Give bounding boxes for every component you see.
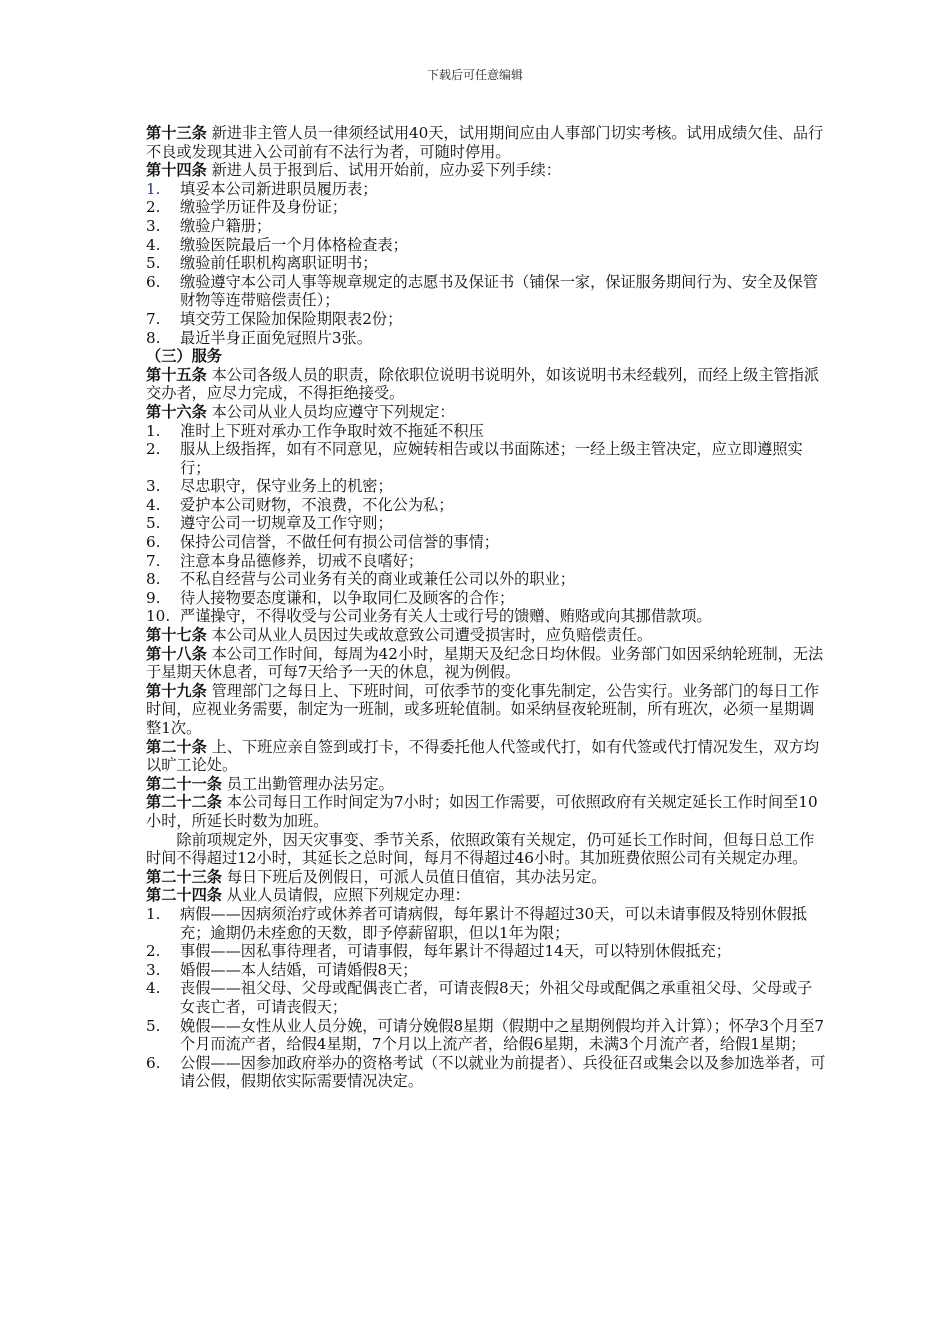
article-text: 员工出勤管理办法另定。: [221, 774, 394, 793]
list-text: 事假——因私事待理者，可请事假，每年累计不得超过14天，可以特别休假抵充；: [180, 942, 731, 961]
list-item: [146, 254, 826, 273]
list-number: 8.: [146, 328, 161, 347]
list-text: 缴验遵守本公司人事等规章规定的志愿书及保证书（铺保一家，保证服务期间行为、安全及保管财物等连带赔偿责任）；: [180, 272, 818, 310]
article-title: 第二十四条: [146, 886, 222, 905]
article-22: [146, 793, 826, 830]
list-text: 爱护本公司财物，不浪费，不化公为私；: [180, 495, 454, 514]
article-text: 新进人员于报到后、试用开始前，应办妥下列手续：: [206, 161, 561, 180]
list-item: [146, 477, 826, 496]
list-text: 最近半身正面免冠照片3张。: [180, 328, 372, 347]
list-text: 填妥本公司新进职员履历表；: [180, 179, 378, 198]
list-text: 服从上级指挥，如有不同意见，应婉转相告或以书面陈述；一经上级主管决定，应立即遵照实行；: [180, 440, 803, 477]
article-title: 第二十三条: [146, 867, 222, 886]
list-number: 4.: [146, 495, 161, 514]
article-21: [146, 775, 826, 794]
list-item: [146, 514, 826, 533]
list-number: 3.: [146, 477, 161, 496]
list-number: 5.: [146, 514, 161, 533]
article-text: 从业人员请假，应照下列规定办理：: [221, 886, 470, 905]
article-text: 管理部门之每日上、下班时间，可依季节的变化事先制定，公告实行。业务部门的每日工作时间，应视业务需要，制定为一班制，或多班轮值制。如采纳昼夜轮班制，所有班次，必须一星期调整1次。: [146, 681, 820, 737]
list-number: 7.: [146, 551, 161, 570]
list-text: 婚假——本人结婚，可请婚假8天；: [180, 960, 418, 979]
article-24: [146, 886, 826, 905]
list-number: 5.: [146, 1016, 161, 1035]
list-number: 10.: [146, 607, 171, 626]
list-item: [146, 533, 826, 552]
article-text: 本公司从业人员因过失或故意致公司遭受损害时，应负赔偿责任。: [206, 626, 653, 645]
article-title: 第十四条: [146, 161, 207, 180]
list-text: 保持公司信誉，不做任何有损公司信誉的事情；: [180, 533, 499, 552]
list-item: [146, 942, 826, 961]
page-header: 下载后可任意编辑: [426, 68, 523, 82]
list-number: 1.: [146, 421, 161, 440]
article-title: 第十五条: [146, 365, 207, 384]
list-text: 注意本身品德修养，切戒不良嗜好；: [180, 551, 423, 570]
list-text: 严谨操守，不得收受与公司业务有关人士或行号的馈赠、贿赂或向其挪借款项。: [180, 607, 712, 626]
list-item: [146, 329, 826, 348]
article-16: [146, 403, 826, 422]
list-item: [146, 236, 826, 255]
article-title: 第十九条: [146, 681, 207, 700]
list-item: [146, 1054, 826, 1091]
article-15: [146, 366, 826, 403]
list-text: 尽忠职守，保守业务上的机密；: [180, 477, 393, 496]
list-item: [146, 496, 826, 515]
list-text: 待人接物要态度谦和，以争取同仁及顾客的合作；: [180, 588, 515, 607]
list-number: 4.: [146, 979, 161, 998]
list-number: 9.: [146, 588, 161, 607]
list-number: 4.: [146, 235, 161, 254]
article-text: 上、下班应亲自签到或打卡，不得委托他人代签或代打，如有代签或代打情况发生，双方均以旷工论处。: [146, 737, 820, 775]
list-number: 8.: [146, 570, 161, 589]
list-text: 缴验前任职机构离职证明书；: [180, 254, 378, 273]
list-text: 缴验医院最后一个月体格检查表；: [180, 235, 408, 254]
article-text: 每日下班后及例假日，可派人员值日值宿，其办法另定。: [221, 867, 607, 886]
list-number: 3.: [146, 960, 161, 979]
list-number: 6.: [146, 533, 161, 552]
article-23: [146, 868, 826, 887]
article-24-list: [146, 905, 826, 1091]
article-19: [146, 682, 826, 738]
list-number: 6.: [146, 1053, 161, 1072]
list-item: [146, 180, 826, 199]
document-body: [146, 124, 826, 1091]
list-item: [146, 198, 826, 217]
article-title: 第十八条: [146, 644, 207, 663]
article-14: [146, 161, 826, 180]
list-item: [146, 217, 826, 236]
list-text: 填交劳工保险加保险期限表2份；: [180, 309, 403, 328]
article-text: 新进非主管人员一律须经试用40天，试用期间应由人事部门切实考核。试用成绩欠佳、品行不良或发现其进入公司前有不法行为者，可随时停用。: [146, 124, 824, 161]
list-number: 7.: [146, 309, 161, 328]
article-title: 第二十一条: [146, 774, 222, 793]
list-number: 1.: [146, 179, 161, 198]
list-number: 2.: [146, 198, 161, 217]
list-number: 5.: [146, 254, 161, 273]
article-title: 第十三条: [146, 124, 207, 142]
list-text: 遵守公司一切规章及工作守则；: [180, 514, 393, 533]
list-text: 病假——因病须治疗或休养者可请病假，每年累计不得超过30天，可以未请事假及特别休假抵充；逾期仍未痊愈的天数，即予停薪留职，但以1年为限；: [180, 904, 807, 942]
article-17: [146, 626, 826, 645]
article-text: 本公司每日工作时间定为7小时；如因工作需要，可依照政府有关规定延长工作时间至10小时，所延长时数为加班。: [146, 793, 818, 830]
list-number: 6.: [146, 272, 161, 291]
list-text: 丧假——祖父母、父母或配偶丧亡者，可请丧假8天；外祖父母或配偶之承重祖父母、父母或子女丧亡者，可请丧假天；: [180, 979, 813, 1016]
article-title: 第十六条: [146, 402, 207, 421]
list-item: [146, 273, 826, 310]
list-text: 缴验户籍册；: [180, 216, 272, 235]
list-item: [146, 310, 826, 329]
list-item: [146, 422, 826, 441]
list-number: 2.: [146, 942, 161, 961]
list-item: [146, 607, 826, 626]
article-text: 本公司工作时间，每周为42小时，星期天及纪念日均休假。业务部门如因采纳轮班制，无法于星期天休息者，可每7天给予一天的休息，视为例假。: [146, 644, 824, 682]
list-item: [146, 589, 826, 608]
article-16-list: [146, 422, 826, 627]
list-item: [146, 570, 826, 589]
list-item: [146, 961, 826, 980]
article-14-list: [146, 180, 826, 347]
list-item: [146, 552, 826, 571]
article-title: 第二十条: [146, 737, 207, 756]
article-18: [146, 645, 826, 682]
list-number: 2.: [146, 440, 161, 459]
list-number: 3.: [146, 216, 161, 235]
list-item: [146, 905, 826, 942]
list-text: 不私自经营与公司业务有关的商业或兼任公司以外的职业；: [180, 570, 575, 589]
section-heading: （三）服务: [146, 347, 222, 366]
article-13: [146, 124, 826, 161]
list-text: 娩假——女性从业人员分娩，可请分娩假8星期（假期中之星期例假均并入计算）；怀孕3个月至7个月而流产者，给假4星期，7个月以上流产者，给假6星期，未满3个月流产者，给假1星期；: [180, 1016, 825, 1054]
list-number: 1.: [146, 904, 161, 923]
article-20: [146, 738, 826, 775]
article-text: 本公司从业人员均应遵守下列规定：: [206, 402, 455, 421]
list-item: [146, 440, 826, 477]
list-text: 缴验学历证件及身份证；: [180, 198, 348, 217]
article-22-paragraph: 除前项规定外，因天灾事变、季节关系，依照政策有关规定，仍可延长工作时间，但每日总工作时间不得超过12小时，其延长之总时间，每月不得超过46小时。其加班费依照公司有关规定办理。: [146, 830, 815, 868]
list-text: 公假——因参加政府举办的资格考试（不以就业为前提者）、兵役征召或集会以及参加选举者，可请公假，假期依实际需要情况决定。: [180, 1053, 826, 1091]
article-title: 第二十二条: [146, 793, 222, 812]
article-text: 本公司各级人员的职责，除依职位说明书说明外，如该说明书未经载列，而经上级主管指派交办者，应尽力完成，不得拒绝接受。: [146, 365, 820, 403]
list-text: 准时上下班对承办工作争取时效不拖延不积压: [180, 421, 484, 440]
list-item: [146, 1017, 826, 1054]
list-item: [146, 979, 826, 1016]
article-title: 第十七条: [146, 626, 207, 645]
